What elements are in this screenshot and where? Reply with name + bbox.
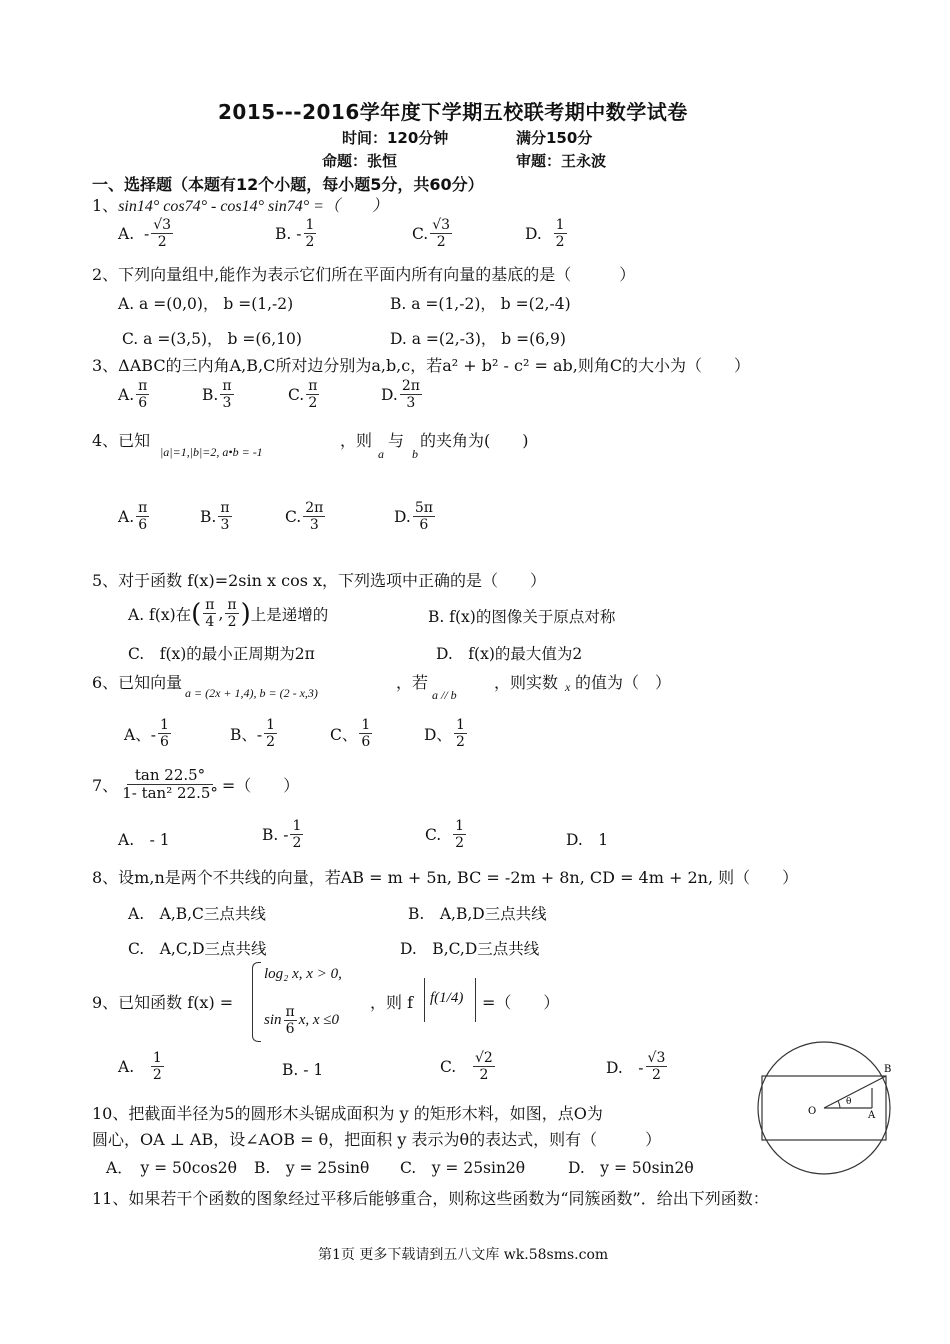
q10-figure xyxy=(748,1038,898,1178)
q5-option-a: A. f(x)在 ( $\frac{\pi}{4}$ , $\frac{\pi}{2}$ ) 上是递增的 xyxy=(128,597,329,631)
q6-end: 的值为（ ） xyxy=(575,673,672,692)
section-heading: 一、选择题（本题有12个小题，每小题5分，共60分） xyxy=(92,175,484,194)
q4-option-c: C. $\frac{2\pi}{3}$ xyxy=(285,500,324,534)
question-7: 7、 $\frac{\tan 22.5^\circ}{\text{1- tan² 22.5°}}$ =（ ） xyxy=(92,766,300,803)
q9-eq: =（ ） xyxy=(482,993,560,1012)
q7-option-c: C. $\frac{1}{2}$ xyxy=(425,818,465,852)
question-5: 5、对于函数 f(x)=2sin x cos x，下列选项中正确的是（ ） xyxy=(92,571,547,590)
figure-label-a: A xyxy=(868,1110,876,1121)
q5-option-c: C. f(x)的最小正周期为2π xyxy=(128,645,315,663)
q6-tail: ，则实数 xyxy=(494,673,559,692)
question-10-line-1: 10、把截面半径为5的圆形木头锯成面积为 y 的矩形木料，如图，点O为 xyxy=(92,1104,603,1123)
q9-tail: ，则 f xyxy=(370,993,414,1012)
question-1: 1、sin14° cos74° - cos14° sin74° =（ ） xyxy=(92,196,388,215)
question-4: 4、已知 xyxy=(92,431,151,450)
question-8: 8、设m,n是两个不共线的向量，若AB = m + 5n, BC = -2m + 8n, CD = 4m + 2n, 则（ ） xyxy=(92,868,799,887)
q3-option-d: D. $\frac{2\pi}{3}$ xyxy=(381,378,420,412)
q2-option-a: A. a =(0,0)， b =(1,-2) xyxy=(118,295,294,313)
exam-time: 时间：120分钟 xyxy=(342,129,449,147)
page-footer: 第1页 更多下载请到五八文库 wk.58sms.com xyxy=(318,1247,609,1263)
q10-option-b: B. y = 25sinθ xyxy=(254,1159,370,1177)
q3-option-b: B. $\frac{\pi}{3}$ xyxy=(202,378,232,412)
q7-option-d: D. 1 xyxy=(566,831,609,849)
q10-option-d: D. y = 50sin2θ xyxy=(568,1159,694,1177)
q6-option-c: C、 $\frac{1}{6}$ xyxy=(330,717,371,751)
q8-option-a: A. A,B,C三点共线 xyxy=(128,905,266,923)
q8-option-b: B. A,B,D三点共线 xyxy=(408,905,547,923)
q4-condition: |a|=1,|b|=2, a•b = -1 xyxy=(160,445,263,459)
q2-option-b: B. a =(1,-2)， b =(2,-4) xyxy=(390,295,571,313)
question-10-line-2: 圆心，OA ⊥ AB，设∠AOB = θ，把面积 y 表示为θ的表达式，则有（ ） xyxy=(92,1130,662,1149)
q3-option-c: C. $\frac{\pi}{2}$ xyxy=(288,378,318,412)
question-11: 11、如果若干个函数的图象经过平移后能够重合，则称这些函数为“同簇函数”．给出下列函数： xyxy=(92,1189,769,1208)
q8-option-d: D. B,C,D三点共线 xyxy=(400,940,540,958)
q10-option-a: A． y = 50cos2θ xyxy=(106,1159,237,1177)
q2-option-c: C. a =(3,5)， b =(6,10) xyxy=(122,330,302,348)
q1-option-a: A. - $\frac{√3}{2}$ xyxy=(118,217,172,251)
q2-option-d: D. a =(2,-3)， b =(6,9) xyxy=(390,330,566,348)
q6-var-x: x xyxy=(565,680,571,694)
figure-line-ob xyxy=(824,1076,886,1108)
q9-option-b: B. - 1 xyxy=(282,1061,324,1079)
figure-label-o: O xyxy=(808,1106,817,1117)
figure-angle-arc xyxy=(838,1101,840,1108)
q9-option-a: A. $\frac{1}{2}$ xyxy=(118,1050,162,1084)
question-6: 6、已知向量 xyxy=(92,673,183,692)
q1-option-b: B. - $\frac{1}{2}$ xyxy=(275,217,315,251)
q9-case-1: log₂ x, x > 0, xyxy=(264,966,342,982)
q9-inner: f(1/4) xyxy=(430,990,464,1006)
q4-option-b: B. $\frac{\pi}{3}$ xyxy=(200,500,230,534)
q10-option-c: C. y = 25sin2θ xyxy=(400,1159,526,1177)
figure-label-theta: θ xyxy=(846,1097,852,1107)
q4-option-a: A. $\frac{\pi}{6}$ xyxy=(118,500,148,534)
q8-option-c: C. A,C,D三点共线 xyxy=(128,940,267,958)
q1-option-d: D. $\frac{1}{2}$ xyxy=(525,217,565,251)
q6-vectors: a = (2x + 1,4), b = (2 - x,3) xyxy=(185,686,318,700)
exam-reviewer: 审题：王永波 xyxy=(516,152,607,170)
question-3: 3、ΔABC的三内角A,B,C所对边分别为a,b,c，若a² + b² - c² = ab,则角C的大小为（ ） xyxy=(92,356,751,375)
q7-option-b: B. - $\frac{1}{2}$ xyxy=(262,818,302,852)
q1-option-c: C. $\frac{√3}{2}$ xyxy=(412,217,451,251)
exam-author: 命题：张恒 xyxy=(322,152,398,170)
question-9: 9、已知函数 f(x) = xyxy=(92,993,234,1012)
q9-case-2: sin $\frac{\pi}{6}$ x, x ≤0 xyxy=(264,1004,340,1038)
q4-option-d: D. $\frac{5\pi}{6}$ xyxy=(394,500,433,534)
exam-score: 满分150分 xyxy=(516,129,593,147)
q3-option-a: A. $\frac{\pi}{6}$ xyxy=(118,378,148,412)
q4-vector-a: a xyxy=(378,447,384,461)
q9-brace xyxy=(252,962,261,1042)
q4-tail: ，则 与 的夹角为( ) xyxy=(340,431,529,450)
q4-vector-b: b xyxy=(412,447,418,461)
q6-option-a: A、- $\frac{1}{6}$ xyxy=(124,717,169,751)
page-title: 2015---2016学年度下学期五校联考期中数学试卷 xyxy=(218,100,688,124)
q5-option-d: D. f(x)的最大值为2 xyxy=(436,645,583,663)
q9-option-d: D. - $\frac{√3}{2}$ xyxy=(606,1050,666,1084)
q6-option-b: B、- $\frac{1}{2}$ xyxy=(230,717,276,751)
q6-parallel: a // b xyxy=(432,688,457,702)
question-2: 2、下列向量组中,能作为表示它们所在平面内所有向量的基底的是（ ） xyxy=(92,265,636,284)
q9-option-c: C. $\frac{√2}{2}$ xyxy=(440,1050,493,1084)
q6-option-d: D、 $\frac{1}{2}$ xyxy=(424,717,465,751)
figure-label-b: B xyxy=(884,1064,892,1075)
q6-mid: ，若 xyxy=(396,673,429,692)
q7-option-a: A. - 1 xyxy=(118,831,170,849)
q5-option-b: B. f(x)的图像关于原点对称 xyxy=(428,608,616,626)
